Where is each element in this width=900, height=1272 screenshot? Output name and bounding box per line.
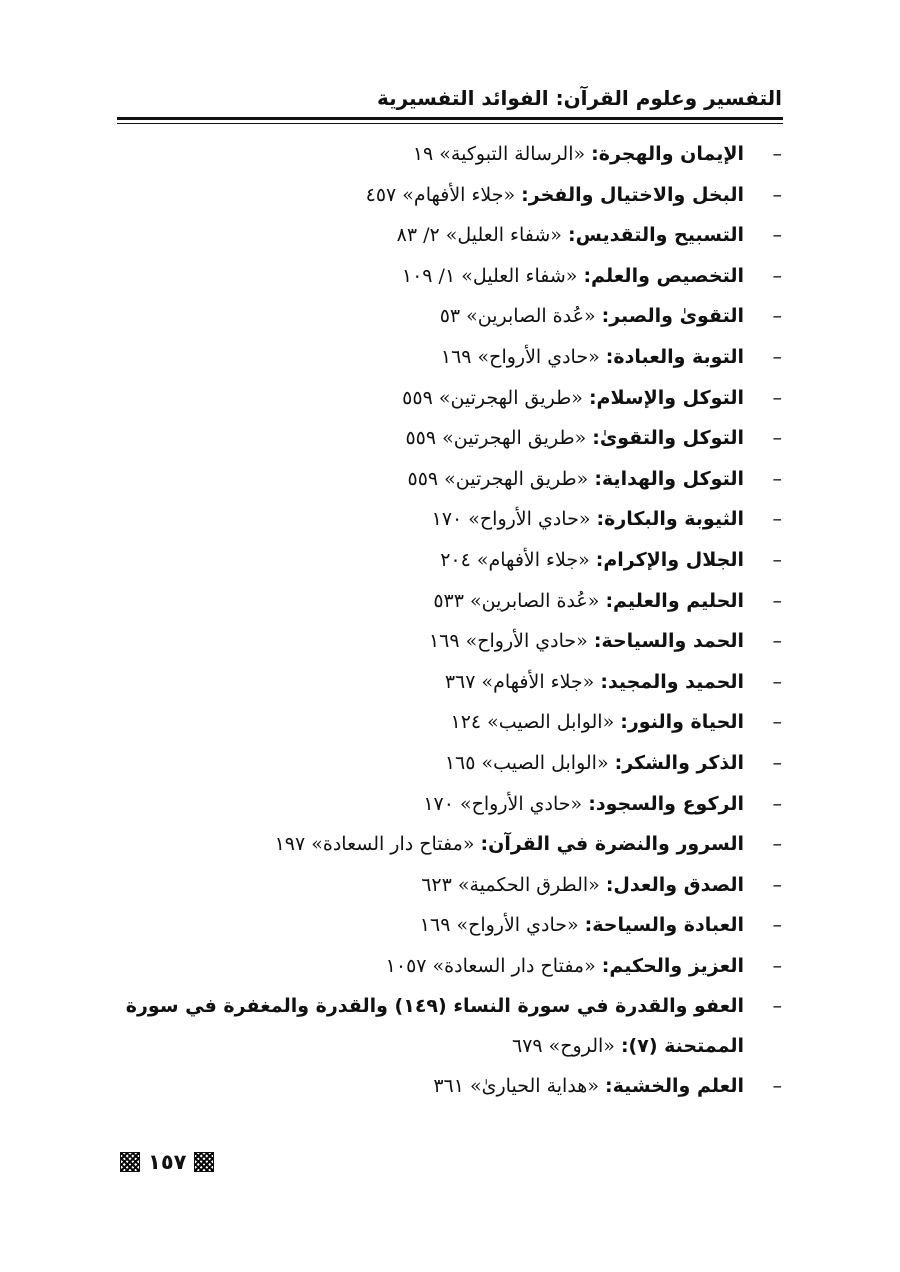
- index-entry: [112, 215, 782, 256]
- entry-reference: «عُدة الصابرين» ٥٣: [439, 305, 602, 328]
- page-number: ١٥٧: [148, 1150, 187, 1174]
- entry-dash: –: [772, 914, 782, 937]
- entry-reference: «طريق الهجرتين» ٥٥٩: [402, 386, 589, 409]
- entry-dash: –: [772, 224, 782, 247]
- entry-dash: –: [772, 1075, 782, 1098]
- entry-content: [112, 743, 744, 784]
- entry-topic: التوكل والهداية:: [594, 467, 744, 490]
- entry-topic: الإيمان والهجرة:: [591, 143, 744, 165]
- entry-dash: –: [772, 508, 782, 531]
- entry-dash: –: [772, 305, 782, 328]
- entry-dash: –: [772, 751, 782, 774]
- entry-content: [112, 215, 744, 256]
- entry-topic: التسبيح والتقديس:: [567, 224, 744, 247]
- entry-reference: «حادي الأرواح» ١٦٩: [428, 630, 594, 653]
- entry-content: [112, 946, 744, 987]
- entry-reference: «حادي الأرواح» ١٦٩: [419, 914, 585, 937]
- entry-topic: البخل والاختيال والفخر:: [521, 183, 744, 206]
- index-entry: [112, 540, 782, 581]
- index-entry: [112, 946, 782, 987]
- index-entry: [112, 499, 782, 540]
- entry-reference: «الوابل الصيب» ١٢٤: [450, 711, 621, 734]
- index-entry: [112, 986, 782, 1066]
- index-entry: [112, 296, 782, 337]
- index-entry: [112, 175, 782, 216]
- entry-dash: –: [772, 589, 782, 612]
- entry-content: [112, 378, 744, 419]
- entry-dash: –: [772, 427, 782, 450]
- entry-dash: –: [772, 670, 782, 693]
- entry-reference: «هداية الحيارىٰ» ٣٦١: [433, 1075, 605, 1098]
- index-list: [112, 134, 782, 1107]
- entry-dash: –: [772, 548, 782, 571]
- entry-reference: «الطرق الحكمية» ٦٢٣: [421, 873, 606, 896]
- entry-content: [112, 865, 744, 906]
- entry-dash: –: [772, 143, 782, 165]
- entry-topic: العلم والخشية:: [604, 1075, 744, 1098]
- index-entry: [112, 702, 782, 743]
- index-entry: [112, 621, 782, 662]
- index-entry: [112, 743, 782, 784]
- entry-content: [112, 662, 744, 703]
- entry-topic: الذكر والشكر:: [614, 751, 744, 774]
- entry-reference: «جلاء الأفهام» ٤٥٧: [365, 183, 522, 206]
- header-rule-thick: [117, 117, 783, 120]
- entry-reference: «جلاء الأفهام» ٢٠٤: [440, 548, 596, 571]
- index-entry: [112, 134, 782, 175]
- entry-content: [112, 134, 744, 175]
- index-entry: [112, 337, 782, 378]
- entry-content: [112, 824, 744, 865]
- entry-topic: الجلال والإكرام:: [595, 548, 744, 571]
- entry-content: [112, 905, 744, 946]
- index-entry: [112, 1066, 782, 1107]
- entry-reference: «حادي الأرواح» ١٦٩: [440, 345, 606, 368]
- index-entry: [112, 824, 782, 865]
- index-entry: [112, 784, 782, 825]
- entry-reference: «طريق الهجرتين» ٥٥٩: [405, 427, 593, 450]
- entry-topic: الصدق والعدل:: [605, 873, 744, 896]
- index-entry: [112, 905, 782, 946]
- entry-reference: «مفتاح دار السعادة» ١٩٧: [274, 833, 481, 856]
- entry-topic: العزيز والحكيم:: [601, 954, 744, 977]
- entry-content: [112, 459, 744, 500]
- entry-reference: «طريق الهجرتين» ٥٥٩: [407, 467, 595, 490]
- index-entry: [112, 581, 782, 622]
- entry-dash: –: [772, 467, 782, 490]
- entry-content: [112, 702, 744, 743]
- index-entry: [112, 865, 782, 906]
- entry-content: [112, 256, 744, 297]
- entry-topic: السرور والنضرة في القرآن:: [480, 833, 744, 856]
- header-rule-thin: [117, 123, 783, 124]
- ornament-left-icon: [120, 1152, 140, 1172]
- entry-reference: «حادي الأرواح» ١٧٠: [431, 508, 597, 531]
- entry-topic: التخصيص والعلم:: [583, 264, 744, 287]
- entry-reference: «الروح» ٦٧٩: [511, 1035, 621, 1058]
- entry-content: [112, 621, 744, 662]
- entry-dash: –: [772, 954, 782, 977]
- entry-content: [112, 1066, 744, 1107]
- entry-dash: –: [772, 873, 782, 896]
- entry-reference: «حادي الأرواح» ١٧٠: [423, 792, 589, 815]
- entry-content: [112, 296, 744, 337]
- index-entry: [112, 256, 782, 297]
- entry-reference: «الوابل الصيب» ١٦٥: [444, 751, 615, 774]
- entry-reference: «الرسالة التبوكية» ١٩: [412, 143, 592, 165]
- entry-topic: التوكل والإسلام:: [588, 386, 744, 409]
- entry-topic: العبادة والسياحة:: [584, 914, 744, 937]
- entry-dash: –: [772, 995, 782, 1018]
- ornament-right-icon: [194, 1152, 214, 1172]
- index-entry: [112, 378, 782, 419]
- entry-content: [112, 175, 744, 216]
- entry-topic: الركوع والسجود:: [588, 792, 744, 815]
- entry-topic: التقوىٰ والصبر:: [601, 305, 744, 328]
- index-entry: [112, 418, 782, 459]
- entry-dash: –: [772, 630, 782, 653]
- entry-topic: الثيوبة والبكارة:: [596, 508, 744, 531]
- running-header: التفسير وعلوم القرآن: الفوائد التفسيرية: [376, 86, 782, 110]
- index-entry: [112, 662, 782, 703]
- index-entry: [112, 459, 782, 500]
- entry-content: [112, 499, 744, 540]
- entry-reference: «شفاء العليل» ٢/ ٨٣: [396, 224, 568, 247]
- entry-dash: –: [772, 264, 782, 287]
- entry-reference: «عُدة الصابرين» ٥٣٣: [433, 589, 606, 612]
- entry-topic: التوبة والعبادة:: [605, 345, 744, 368]
- entry-dash: –: [772, 183, 782, 206]
- entry-content: [112, 418, 744, 459]
- entry-topic: العفو والقدرة في سورة النساء (١٤٩) والقدرة والمغفرة في سورة الممتحنة (٧):: [125, 995, 744, 1058]
- entry-content: [112, 540, 744, 581]
- entry-content: [112, 784, 744, 825]
- entry-content: [112, 986, 744, 1066]
- entry-dash: –: [772, 711, 782, 734]
- entry-dash: –: [772, 345, 782, 368]
- entry-dash: –: [772, 792, 782, 815]
- entry-content: [112, 337, 744, 378]
- entry-topic: الحميد والمجيد:: [600, 670, 744, 693]
- entry-topic: الحياة والنور:: [620, 711, 744, 734]
- entry-topic: الحمد والسياحة:: [593, 630, 744, 653]
- entry-reference: «شفاء العليل» ١/ ١٠٩: [401, 264, 584, 287]
- entry-reference: «مفتاح دار السعادة» ١٠٥٧: [385, 954, 602, 977]
- page-footer: [120, 1150, 214, 1174]
- entry-dash: –: [772, 833, 782, 856]
- entry-reference: «جلاء الأفهام» ٣٦٧: [444, 670, 601, 693]
- entry-dash: –: [772, 386, 782, 409]
- entry-topic: الحليم والعليم:: [605, 589, 744, 612]
- entry-topic: التوكل والتقوىٰ:: [592, 427, 744, 450]
- entry-content: [112, 581, 744, 622]
